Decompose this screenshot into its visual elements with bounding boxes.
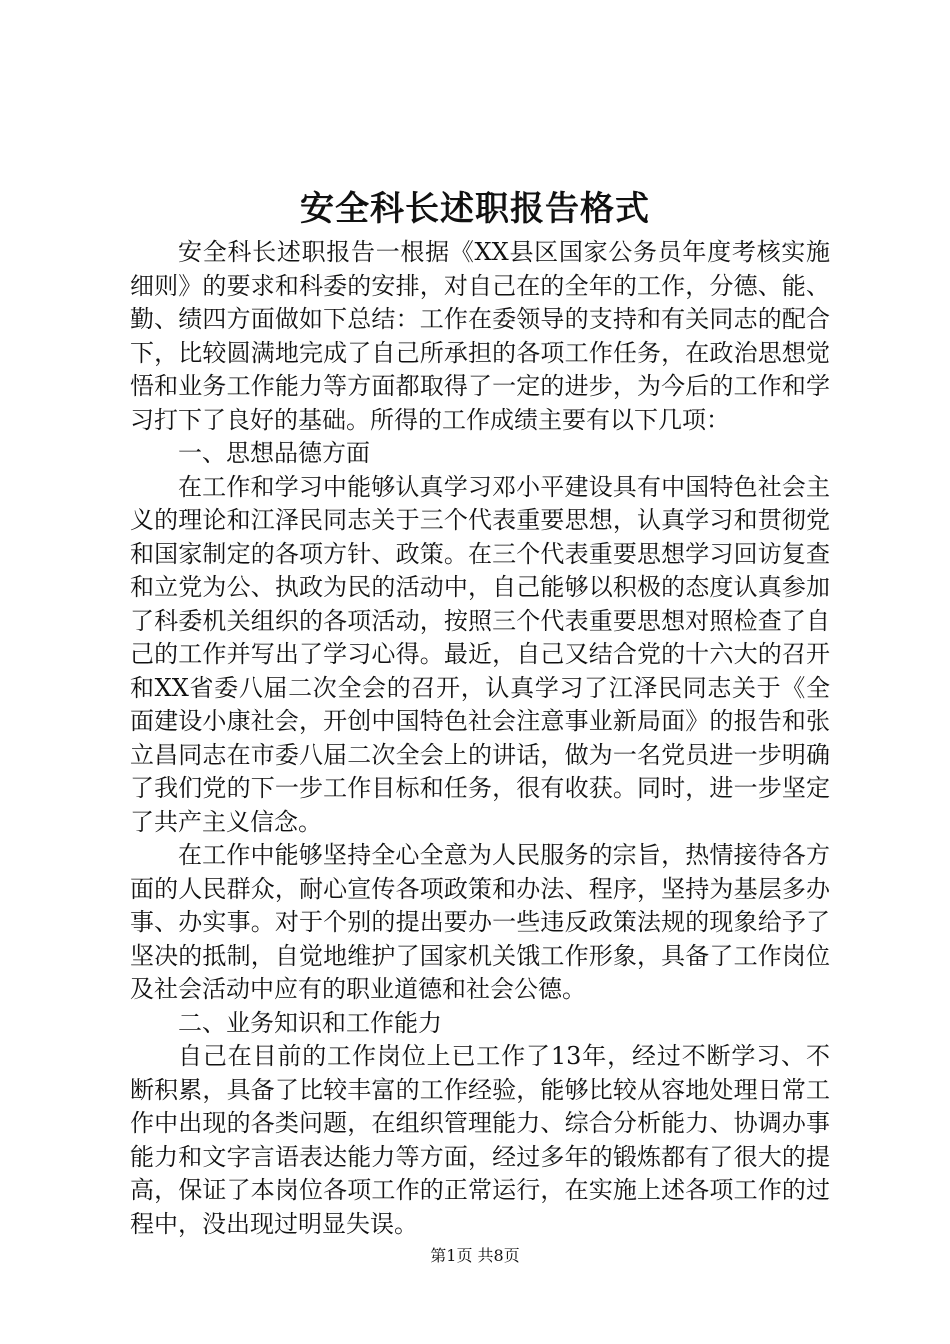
paragraph-experience: 自己在目前的工作岗位上已工作了13年，经过不断学习、不断积累，具备了比较丰富的工作经验，能够比较从容地处理日常工作中出现的各类问题，在组织管理能力、综合分析能力、协调办事能力和文字言语表达能力等方面，经过多年的锻炼都有了很大的提高，保证了本岗位各项工作的正常运行，在实施上述各项工作的过程中，没出现过明显失误。 — [130, 1042, 830, 1238]
paragraph-study: 在工作和学习中能够认真学习邓小平建设具有中国特色社会主义的理论和江泽民同志关于三个代表重要思想，认真学习和贯彻党和国家制定的各项方针、政策。在三个代表重要思想学习回访复查和立党为公、执政为民的活动中，自己能够以积极的态度认真参加了科委机关组织的各项活动，按照三个代表重要思想对照检查了自己的工作并写出了学习心得。最近，自己又结合党的十六大的召开和XX省委八届二次全会的召开，认真学习了江泽民同志关于《全面建设小康社会，开创中国特色社会注意事业新局面》的报告和张立昌同志在市委八届二次全会上的讲话，做为一名党员进一步明确了我们党的下一步工作目标和任务，很有收获。同时，进一步坚定了共产主义信念。 — [130, 472, 830, 836]
section-heading-ability: 二、业务知识和工作能力 — [178, 1008, 442, 1037]
document-title: 安全科长述职报告格式 — [300, 189, 650, 229]
section-heading-moral: 一、思想品德方面 — [178, 439, 370, 467]
page-footer: 第1页 共8页 — [430, 1246, 520, 1265]
paragraph-intro: 安全科长述职报告一根据《XX县区国家公务员年度考核实施细则》的要求和科委的安排，对自己在的全年的工作，分德、能、勤、绩四方面做如下总结：工作在委领导的支持和有关同志的配合下，比较圆满地完成了自己所承担的各项工作任务，在政治思想觉悟和业务工作能力等方面都取得了一定的进步，为今后的工作和学习打下了良好的基础。所得的工作成绩主要有以下几项： — [130, 238, 830, 434]
document-body — [130, 236, 830, 1241]
paragraph-service: 在工作中能够坚持全心全意为人民服务的宗旨，热情接待各方面的人民群众，耐心宣传各项政策和办法、程序，坚持为基层多办事、办实事。对于个别的提出要办一些违反政策法规的现象给予了坚决的抵制，自觉地维护了国家机关饿工作形象，具备了工作岗位及社会活动中应有的职业道德和社会公德。 — [130, 841, 830, 1003]
